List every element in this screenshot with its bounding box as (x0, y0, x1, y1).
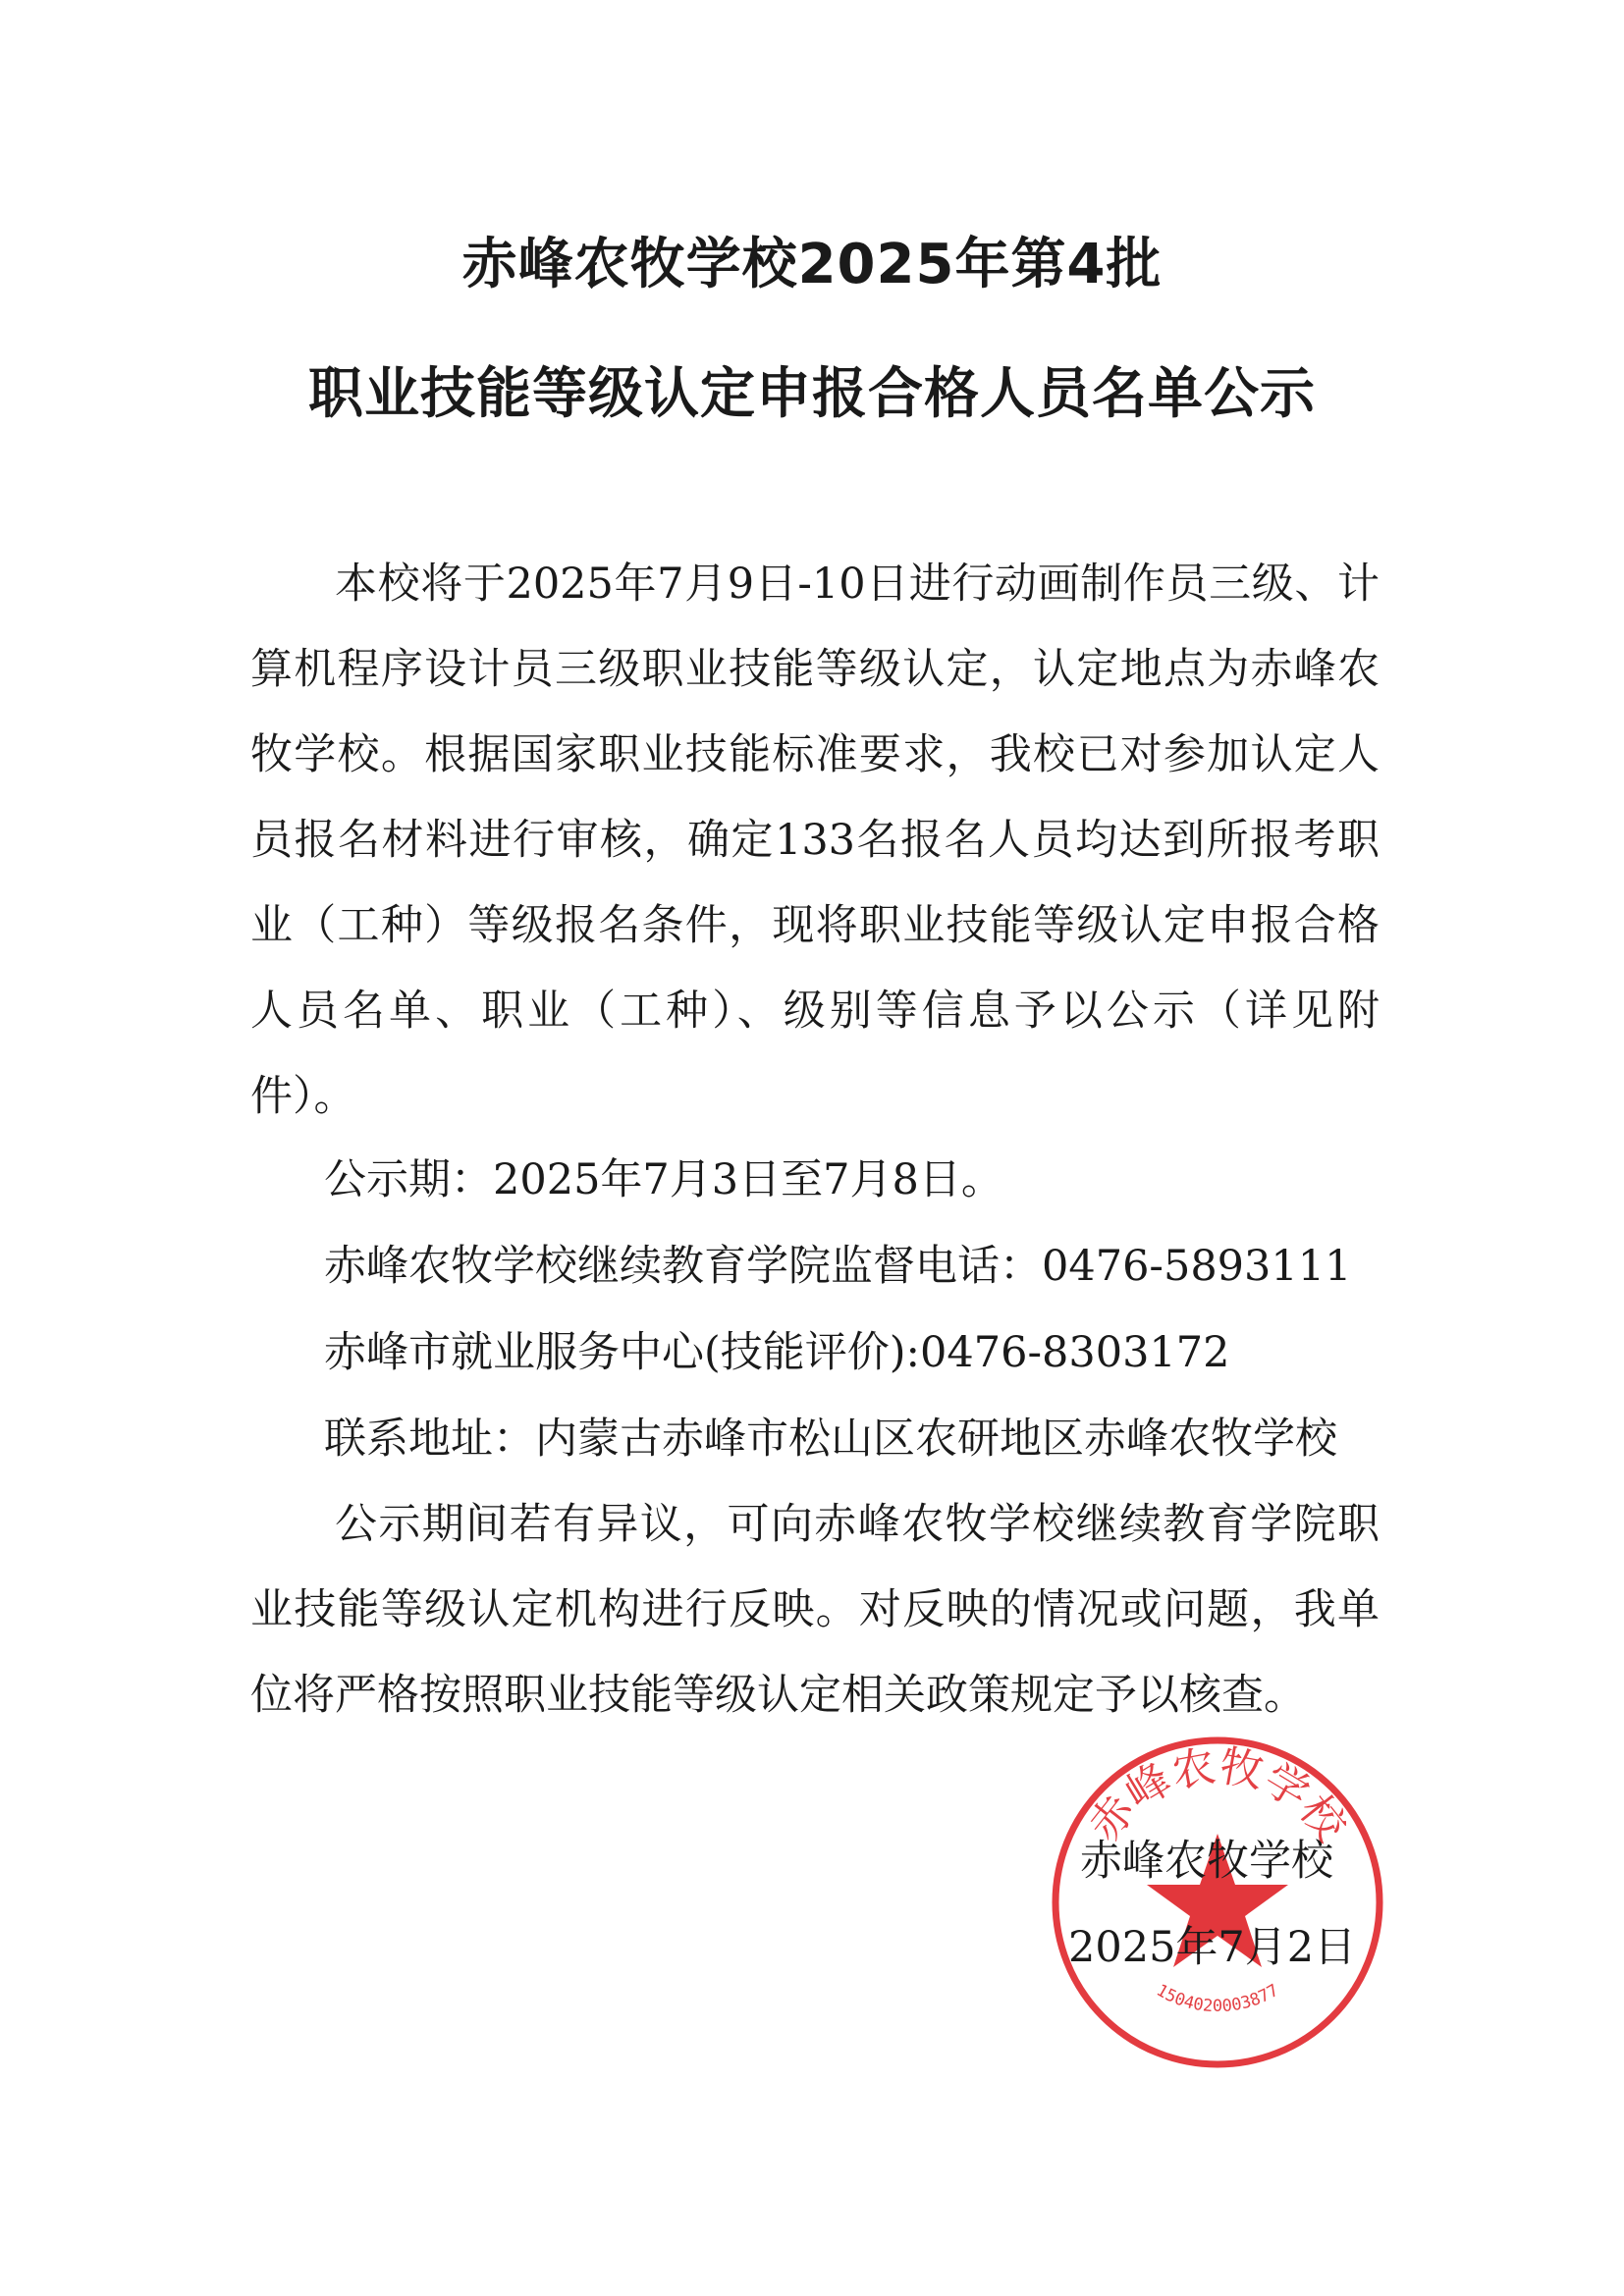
seal-text: 赤峰农牧学校 (1079, 1740, 1356, 1851)
official-seal-stamp (1041, 1726, 1394, 2079)
notice-body (250, 542, 1380, 1140)
objection-section (250, 1482, 1380, 1738)
notice-paragraph-objection: 公示期间若有异议，可向赤峰农牧学校继续教育学院职业技能等级认定机构进行反映。对反映的情况或问题，我单位将严格按照职业技能等级认定相关政策规定予以核查。 (250, 1500, 1380, 1720)
contact-address: 联系地址：内蒙古赤峰市松山区农研地区赤峰农牧学校 (324, 1415, 1337, 1464)
publicity-period: 公示期：2025年7月3日至7月8日。 (324, 1155, 1003, 1204)
signature-organization: 赤峰农牧学校 (1080, 1837, 1333, 1886)
document-title-line1: 赤峰农牧学校2025年第4批 (461, 233, 1163, 296)
svg-text:1504020003877 (1153, 1981, 1282, 2016)
skill-center-phone: 赤峰市就业服务中心(技能评价):0476-8303172 (324, 1328, 1230, 1377)
supervision-phone: 赤峰农牧学校继续教育学院监督电话：0476-5893111 (324, 1242, 1352, 1291)
signature-date: 2025年7月2日 (1068, 1923, 1357, 1972)
notice-paragraph-main: 本校将于2025年7月9日-10日进行动画制作员三级、计算机程序设计员三级职业技能等级认定，认定地点为赤峰农牧学校。根据国家职业技能标准要求，我校已对参加认定人员报名材料进行审核，确定133名报名人员均达到所报考职业（工种）等级报名条件，现将职业技能等级认定申报合格人员名单、职业（工种）、级别等信息予以公示（详见附件）。 (250, 560, 1380, 1121)
seal-number: 1504020003877 (1153, 1980, 1282, 2017)
document-title-line2: 职业技能等级认定申报合格人员名单公示 (308, 362, 1316, 426)
